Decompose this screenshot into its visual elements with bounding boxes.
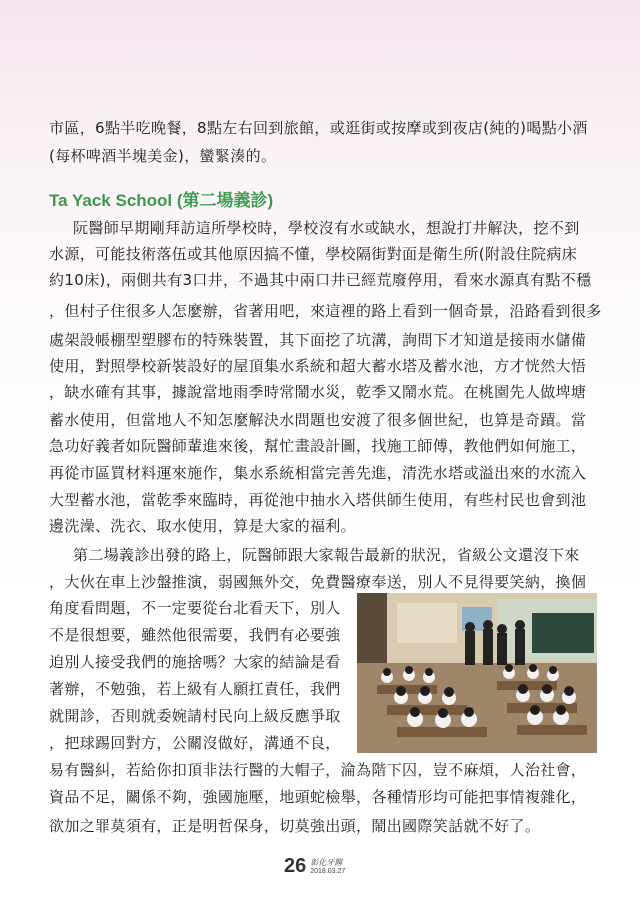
p2-line-7: 就開診，否則就委婉請村民向上級反應爭取 [49, 707, 341, 725]
p1-line-8: 蓄水使用，但當地人不知怎麼解決水問題也安渡了很多個世紀，也算是奇蹟。當 [49, 411, 587, 429]
publication-name: 彰化牙醫 [310, 858, 343, 867]
p2-line-8: ，把球踢回對方，公關沒做好，溝通不良， [49, 734, 341, 752]
p1-line-4: ，但村子住很多人怎麼辦，省著用吧，來這裡的路上看到一個奇景，沿路看到很多 [49, 302, 602, 320]
intro-line-2: (每杯啤酒半塊美金)，蠻緊湊的。 [49, 147, 277, 165]
p1-line-3: 約10床)，兩側共有3口井，不過其中兩口井已經荒廢停用，看來水源真有點不穩 [49, 271, 592, 289]
p2-line-11: 欲加之罪莫須有，正是明哲保身，切莫強出頭，鬧出國際笑話就不好了。 [49, 817, 541, 835]
p1-line-5: 處架設帳棚型塑膠布的特殊裝置，其下面挖了坑溝，詢問下才知道是接雨水儲備 [49, 331, 587, 349]
p2-line-3: 角度看問題，不一定要從台北看天下，別人 [49, 599, 341, 617]
p1-line-11: 大型蓄水池，當乾季來臨時，再從池中抽水入塔供師生使用，有些村民也會到池 [49, 491, 587, 509]
intro-line-1: 市區，6點半吃晚餐，8點左右回到旅館，或逛街或按摩或到夜店(純的)喝點小酒 [49, 119, 588, 137]
p2-line-5: 迫別人接受我們的施捨嗎？大家的結論是看 [49, 653, 341, 671]
p1-line-6: 使用，對照學校新裝設好的屋頂集水系統和超大蓄水塔及蓄水池，方才恍然大悟 [49, 357, 587, 375]
p2-line-2: ，大伙在車上沙盤推演，弱國無外交，免費醫療奉送，別人不見得要笑納，換個 [49, 573, 587, 591]
p1-line-1: 阮醫師早期剛拜訪這所學校時，學校沒有水或缺水，想說打井解決，挖不到 [73, 219, 580, 237]
page-number: 26 [284, 855, 307, 877]
p1-line-2: 水源，可能技術落伍或其他原因搞不懂，學校隔街對面是衛生所(附設住院病床 [49, 245, 578, 263]
p2-line-4: 不是很想要，雖然他很需要，我們有必要強 [49, 626, 341, 644]
section-heading: Ta Yack School (第二場義診) [49, 191, 274, 210]
p1-line-12: 邊洗澡、洗衣、取水使用，算是大家的福利。 [49, 517, 357, 535]
p2-line-9: 易有醫糾，若給你扣頂非法行醫的大帽子，淪為階下囚，豈不麻煩，人治社會， [49, 761, 587, 779]
p1-line-7: ，缺水確有其事，據說當地雨季時常鬧水災，乾季又鬧水荒。在桃園先人做埤塘 [49, 383, 587, 401]
classroom-photo [357, 593, 597, 753]
p2-line-6: 著辦，不勉強，若上級有人願扛責任，我們 [49, 680, 341, 698]
p2-line-10: 資品不足，關係不夠，強國施壓，地頭蛇檢舉，各種情形均可能把事情複雜化， [49, 788, 587, 806]
p1-line-10: 再從市區買材料運來施作，集水系統相當完善先進，清洗水塔或溢出來的水流入 [49, 464, 587, 482]
footer-meta [310, 858, 345, 876]
page-footer [284, 856, 345, 876]
p2-line-1: 第二場義診出發的路上，阮醫師跟大家報告最新的狀況，省級公文還沒下來 [73, 546, 580, 564]
p1-line-9: 急功好義者如阮醫師輩進來後，幫忙畫設計圖，找施工師傅，教他們如何施工， [49, 437, 587, 455]
issue-date: 2018.03.27 [310, 868, 346, 875]
